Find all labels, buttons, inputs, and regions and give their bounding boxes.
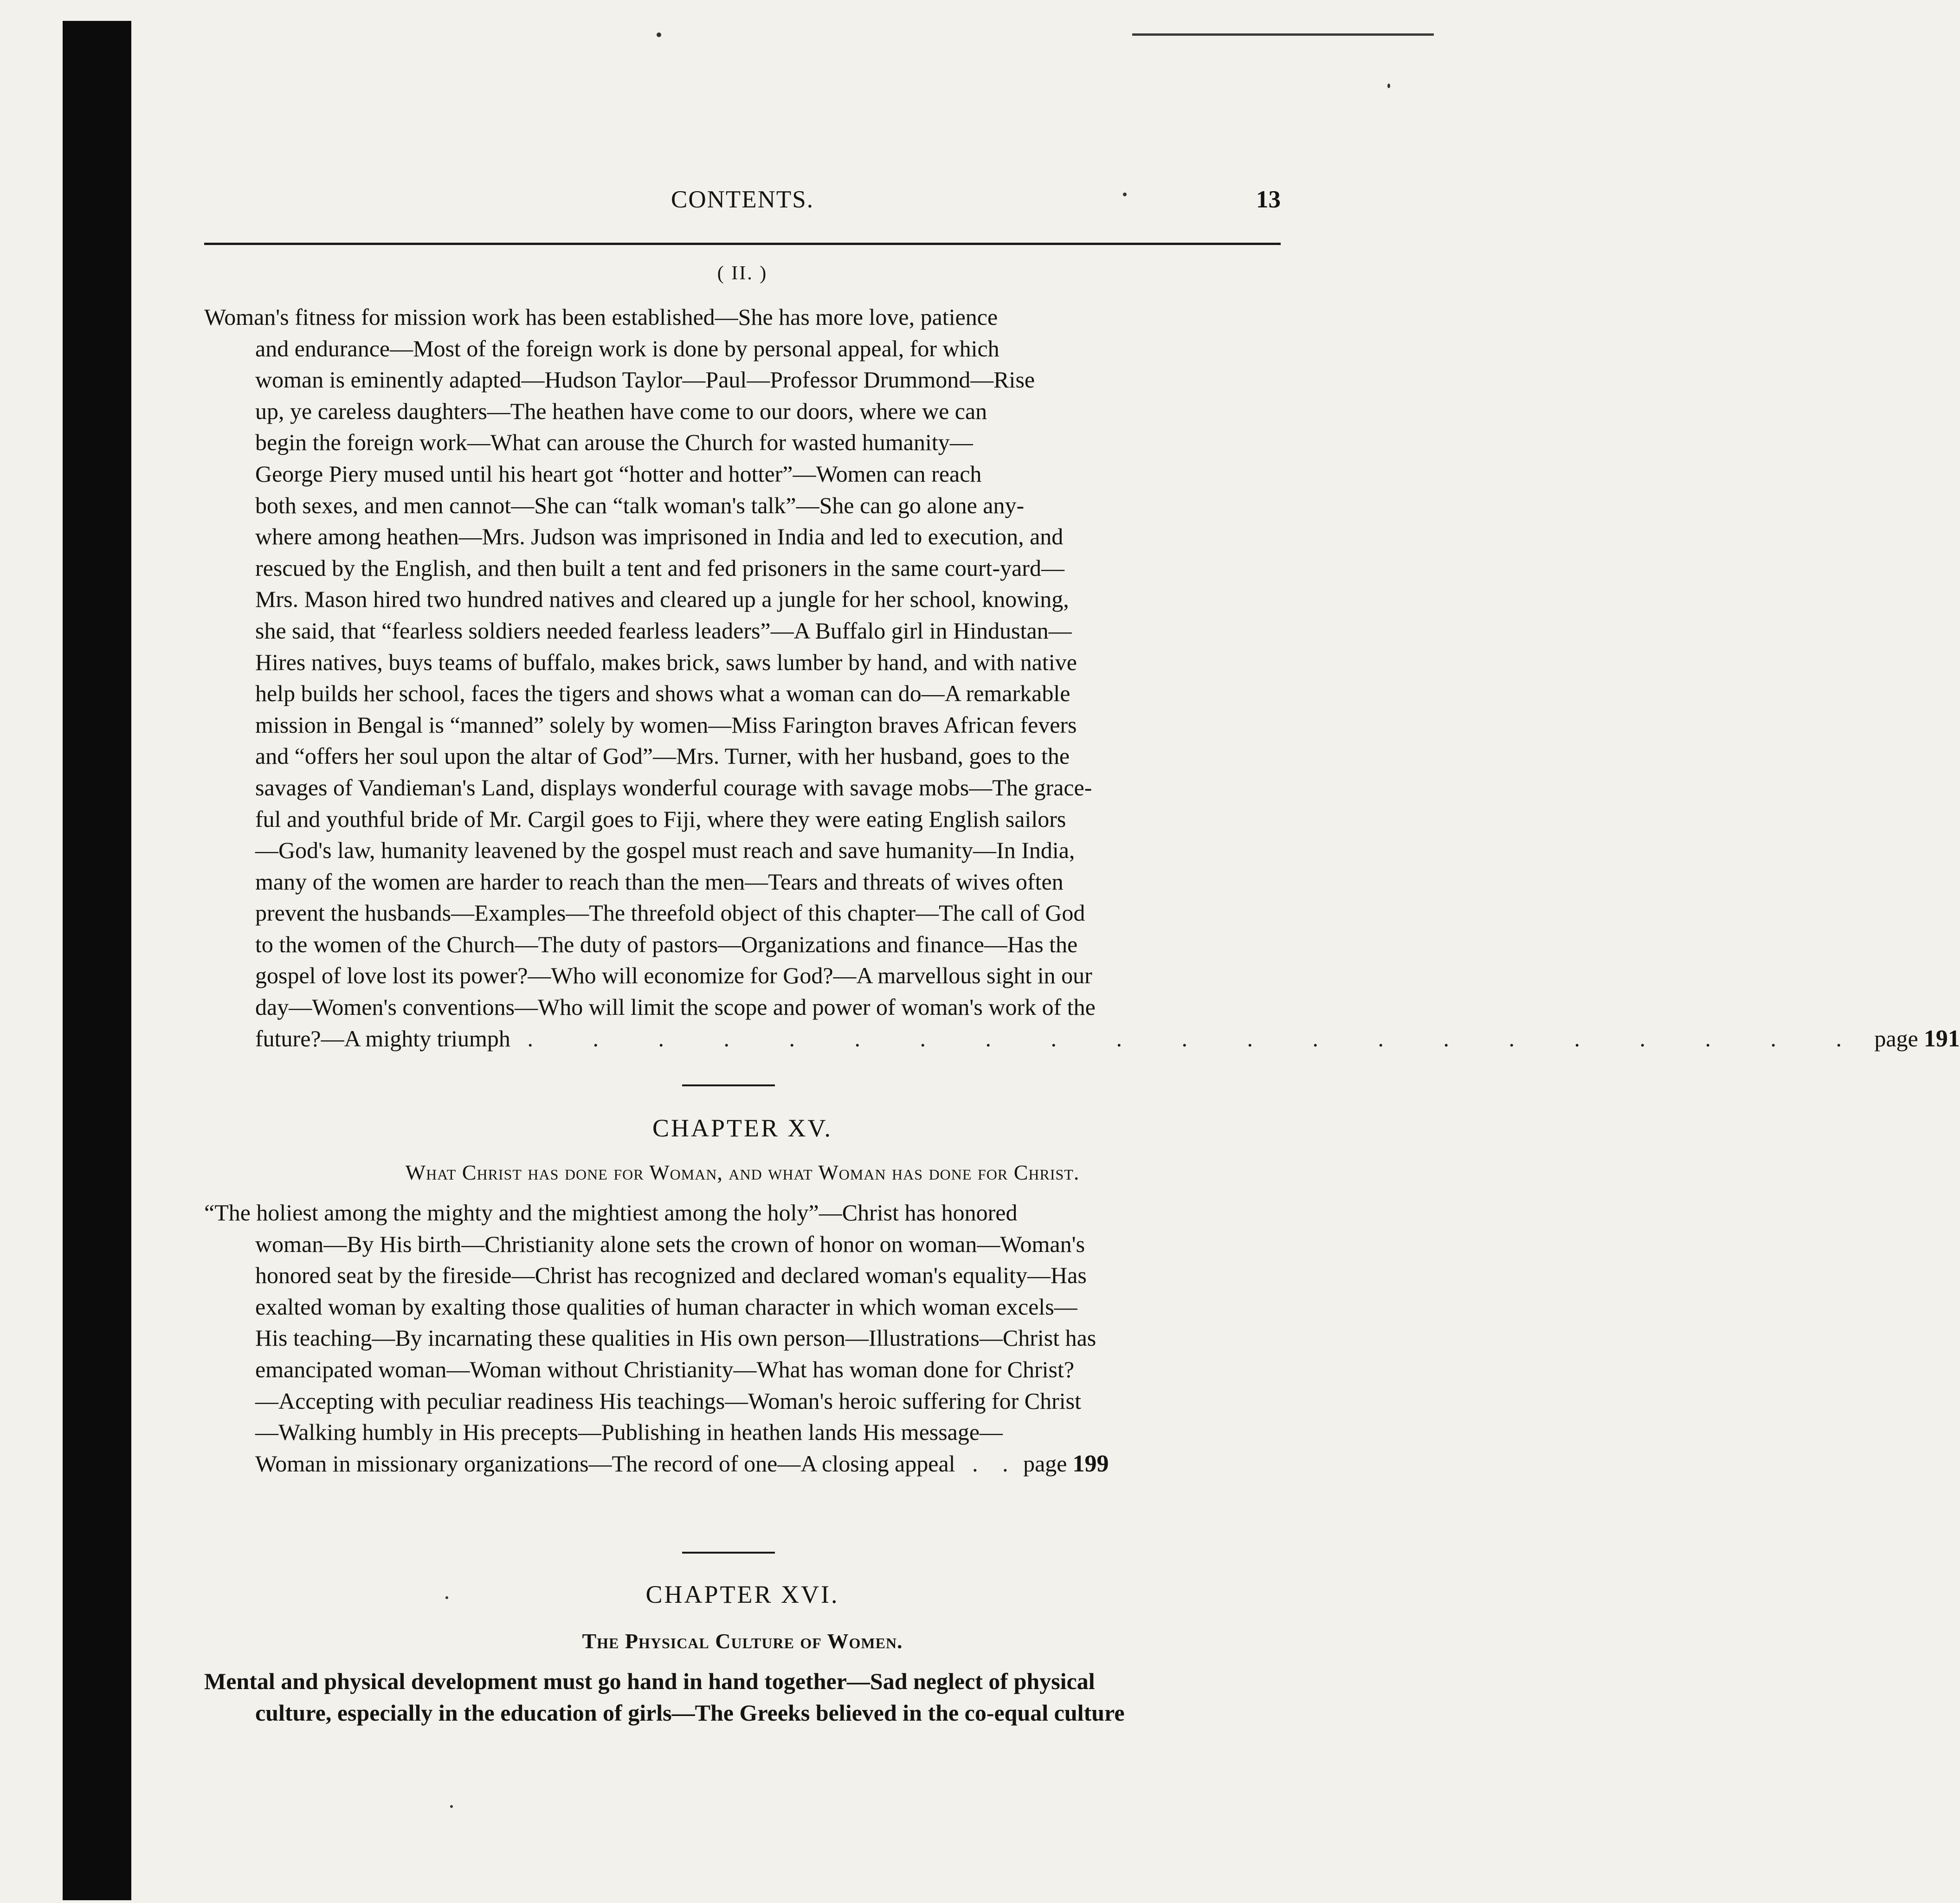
chapter-xv-heading: CHAPTER XV. (652, 1114, 833, 1142)
summary-line: day—Women's conventions—Who will limit the scope and power of woman's work of the (255, 994, 1096, 1020)
summary-line: rescued by the English, and then built a tent and fed prisoners in the same court-yard— (255, 555, 1064, 581)
summary-line: Hires natives, buys teams of buffalo, makes brick, saws lumber by hand, and with native (255, 649, 1077, 675)
section-divider (682, 1552, 775, 1554)
summary-last-line (204, 1023, 1960, 1055)
header-rule (204, 243, 1281, 245)
chapter-xvi-summary (204, 1666, 1281, 1729)
chapter-xv-subtitle: What Christ has done for Woman, and what Woman has done for Christ. (405, 1161, 1080, 1184)
page-label: page (1874, 1025, 1918, 1051)
ink-speck (657, 32, 661, 37)
summary-line: His teaching—By incarnating these qualities in His own person—Illustrations—Christ has (255, 1325, 1096, 1351)
summary-line: culture, especially in the education of girls—The Greeks believed in the co-equal culture (255, 1699, 1125, 1726)
section-divider (682, 1084, 775, 1086)
ink-speck (1387, 84, 1390, 88)
contents-page (204, 176, 1960, 1726)
summary-line: Mental and physical development must go hand in hand together—Sad neglect of physical (204, 1668, 1095, 1694)
summary-line: emancipated woman—Woman without Christianity—What has woman done for Christ? (255, 1356, 1075, 1382)
summary-line: woman is eminently adapted—Hudson Taylor—Paul—Professor Drummond—Rise (255, 367, 1035, 393)
book-binding-shadow (63, 21, 131, 1900)
summary-line: Mrs. Mason hired two hundred natives and cleared up a jungle for her school, knowing, (255, 586, 1069, 613)
page-ref-number: 199 (1072, 1450, 1109, 1477)
summary-line: Woman in missionary organizations—The record of one—A closing appeal (255, 1450, 955, 1477)
summary-line: up, ye careless daughters—The heathen have come to our doors, where we can (255, 398, 987, 424)
summary-line: “The holiest among the mighty and the mightiest among the holy”—Christ has honored (204, 1200, 1018, 1226)
summary-line: —God's law, humanity leavened by the gospel must reach and save humanity—In India, (255, 837, 1075, 864)
summary-line: prevent the husbands—Examples—The threefold object of this chapter—The call of God (255, 900, 1085, 926)
summary-line: where among heathen—Mrs. Judson was imprisoned in India and led to execution, and (255, 523, 1064, 550)
summary-line: George Piery mused until his heart got “hotter and hotter”—Women can reach (255, 460, 982, 487)
top-edge-mark (1132, 33, 1434, 36)
summary-line: help builds her school, faces the tigers and shows what a woman can do—A remarkable (255, 680, 1070, 707)
page-reference (1023, 1451, 1109, 1477)
chapter-xvi-subtitle: The Physical Culture of Women. (582, 1629, 903, 1653)
page-label: page (1023, 1450, 1067, 1477)
summary-last-line (204, 1448, 1281, 1480)
page-title: CONTENTS. (671, 186, 814, 213)
summary-line: honored seat by the fireside—Christ has recognized and declared woman's equality—Has (255, 1262, 1087, 1289)
summary-line: many of the women are harder to reach than the men—Tears and threats of wives often (255, 868, 1064, 895)
summary-line: both sexes, and men cannot—She can “talk woman's talk”—She can go alone any- (255, 492, 1025, 518)
summary-line: and endurance—Most of the foreign work is done by personal appeal, for which (255, 335, 999, 361)
summary-line: ful and youthful bride of Mr. Cargil goes to Fiji, where they were eating English sailors (255, 806, 1066, 832)
summary-line: gospel of love lost its power?—Who will economize for God?—A marvellous sight in our (255, 962, 1092, 989)
summary-line: begin the foreign work—What can arouse the Church for wasted humanity— (255, 429, 973, 456)
section-ii-summary (204, 302, 1960, 1054)
section-marker: ( II. ) (717, 263, 768, 284)
page-reference (1874, 1026, 1960, 1051)
chapter-xvi-heading: CHAPTER XVI. (645, 1580, 839, 1608)
summary-line: Woman's fitness for mission work has been established—She has more love, patience (204, 304, 998, 330)
ink-speck (450, 1805, 453, 1808)
summary-line: mission in Bengal is “manned” solely by women—Miss Farington braves African fevers (255, 711, 1077, 738)
summary-line: she said, that “fearless soldiers needed fearless leaders”—A Buffalo girl in Hindustan— (255, 617, 1072, 644)
summary-line: and “offers her soul upon the altar of God”—Mrs. Turner, with her husband, goes to the (255, 743, 1070, 769)
summary-line: woman—By His birth—Christianity alone sets the crown of honor on woman—Woman's (255, 1231, 1085, 1257)
page-ref-number: 191 (1923, 1025, 1960, 1052)
page-number: 13 (1256, 186, 1281, 213)
summary-line: exalted woman by exalting those qualities of human character in which woman excels— (255, 1293, 1077, 1320)
summary-line: —Walking humbly in His precepts—Publishing in heathen lands His message— (255, 1419, 1003, 1445)
summary-line: future?—A mighty triumph (255, 1025, 510, 1051)
dot-leader: . . . . . . . . . . . . . . . . . . . . . (527, 1025, 1869, 1051)
chapter-xv-summary (204, 1197, 1281, 1479)
summary-line: savages of Vandieman's Land, displays wonderful courage with savage mobs—The grace- (255, 774, 1092, 800)
dot-leader: . . (972, 1450, 1018, 1477)
running-head (204, 176, 1281, 227)
summary-line: —Accepting with peculiar readiness His teachings—Woman's heroic suffering for Christ (255, 1387, 1081, 1414)
summary-line: to the women of the Church—The duty of pastors—Organizations and finance—Has the (255, 931, 1078, 957)
